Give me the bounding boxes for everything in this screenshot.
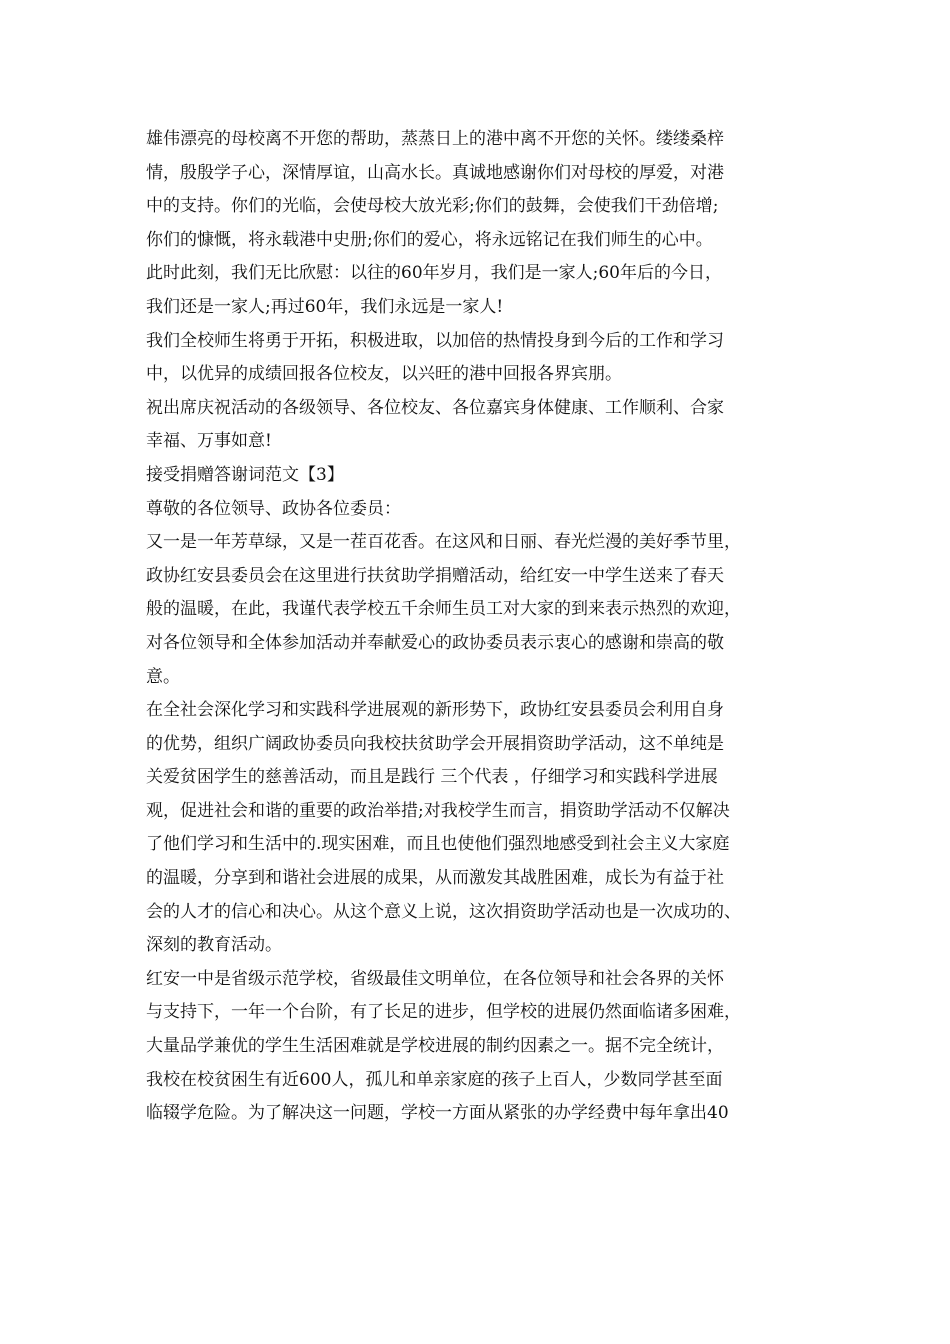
salutation: 尊敬的各位领导、政协各位委员：	[146, 498, 401, 519]
text-line: 红安一中是省级示范学校，省级最佳文明单位，在各位领导和社会各界的关怀	[146, 968, 724, 989]
text-line: 会的人才的信心和决心。从这个意义上说，这次捐资助学活动也是一次成功的、	[146, 901, 741, 922]
text-line: 又一是一年芳草绿，又是一茬百花香。在这风和日丽、春光烂漫的美好季节里，	[146, 532, 741, 553]
text-line: 在全社会深化学习和实践科学进展观的新形势下，政协红安县委员会利用自身	[146, 700, 724, 721]
text-line: 祝出席庆祝活动的各级领导、各位校友、各位嘉宾身体健康、工作顺利、合家	[146, 397, 724, 418]
text-line: 中的支持。你们的光临，会使母校大放光彩;你们的鼓舞，会使我们干劲倍增;	[146, 196, 719, 217]
text-line: 幸福、万事如意!	[146, 431, 272, 452]
text-line: 与支持下，一年一个台阶，有了长足的进步，但学校的进展仍然面临诸多困难，	[146, 1002, 741, 1023]
text-line: 意。	[146, 666, 180, 687]
text-line: 观，促进社会和谐的重要的政治举措;对我校学生而言，捐资助学活动不仅解决	[146, 800, 730, 821]
text-line: 般的温暖，在此，我谨代表学校五千余师生员工对大家的到来表示热烈的欢迎，	[146, 599, 741, 620]
text-line: 关爱贫困学生的慈善活动，而且是践行 三个代表 ，仔细学习和实践科学进展	[146, 767, 718, 788]
text-line: 的温暖，分享到和谐社会进展的成果，从而激发其战胜困难，成长为有益于社	[146, 868, 724, 889]
text-line: 你们的慷慨，将永载港中史册;你们的爱心，将永远铭记在我们师生的心中。	[146, 229, 713, 250]
text-line: 的优势，组织广阔政协委员向我校扶贫助学会开展捐资助学活动，这不单纯是	[146, 733, 724, 754]
text-line: 中，以优异的成绩回报各位校友，以兴旺的港中回报各界宾朋。	[146, 364, 622, 385]
text-line: 政协红安县委员会在这里进行扶贫助学捐赠活动，给红安一中学生送来了春天	[146, 565, 724, 586]
text-line: 此时此刻，我们无比欣慰：以往的60年岁月，我们是一家人;60年后的今日，	[146, 263, 722, 284]
text-line: 雄伟漂亮的母校离不开您的帮助，蒸蒸日上的港中离不开您的关怀。缕缕桑梓	[146, 129, 724, 149]
text-line: 临辍学危险。为了解决这一问题，学校一方面从紧张的办学经费中每年拿出40	[146, 1103, 729, 1124]
text-line: 了他们学习和生活中的.现实困难，而且也使他们强烈地感受到社会主义大家庭	[146, 834, 730, 855]
text-line: 情，殷殷学子心，深情厚谊，山高水长。真诚地感谢你们对母校的厚爱，对港	[146, 162, 724, 183]
section-heading: 接受捐赠答谢词范文【3】	[146, 464, 344, 485]
text-line: 深刻的教育活动。	[146, 935, 282, 956]
text-line: 我们还是一家人;再过60年，我们永远是一家人!	[146, 296, 504, 317]
text-line: 大量品学兼优的学生生活困难就是学校进展的制约因素之一。据不完全统计，	[146, 1036, 724, 1057]
text-line: 对各位领导和全体参加活动并奉献爱心的政协委员表示衷心的感谢和崇高的敬	[146, 632, 724, 653]
document-body	[146, 123, 826, 1131]
text-line: 我们全校师生将勇于开拓，积极进取，以加倍的热情投身到今后的工作和学习	[146, 330, 724, 351]
text-line: 我校在校贫困生有近600人，孤儿和单亲家庭的孩子上百人，少数同学甚至面	[146, 1069, 723, 1090]
